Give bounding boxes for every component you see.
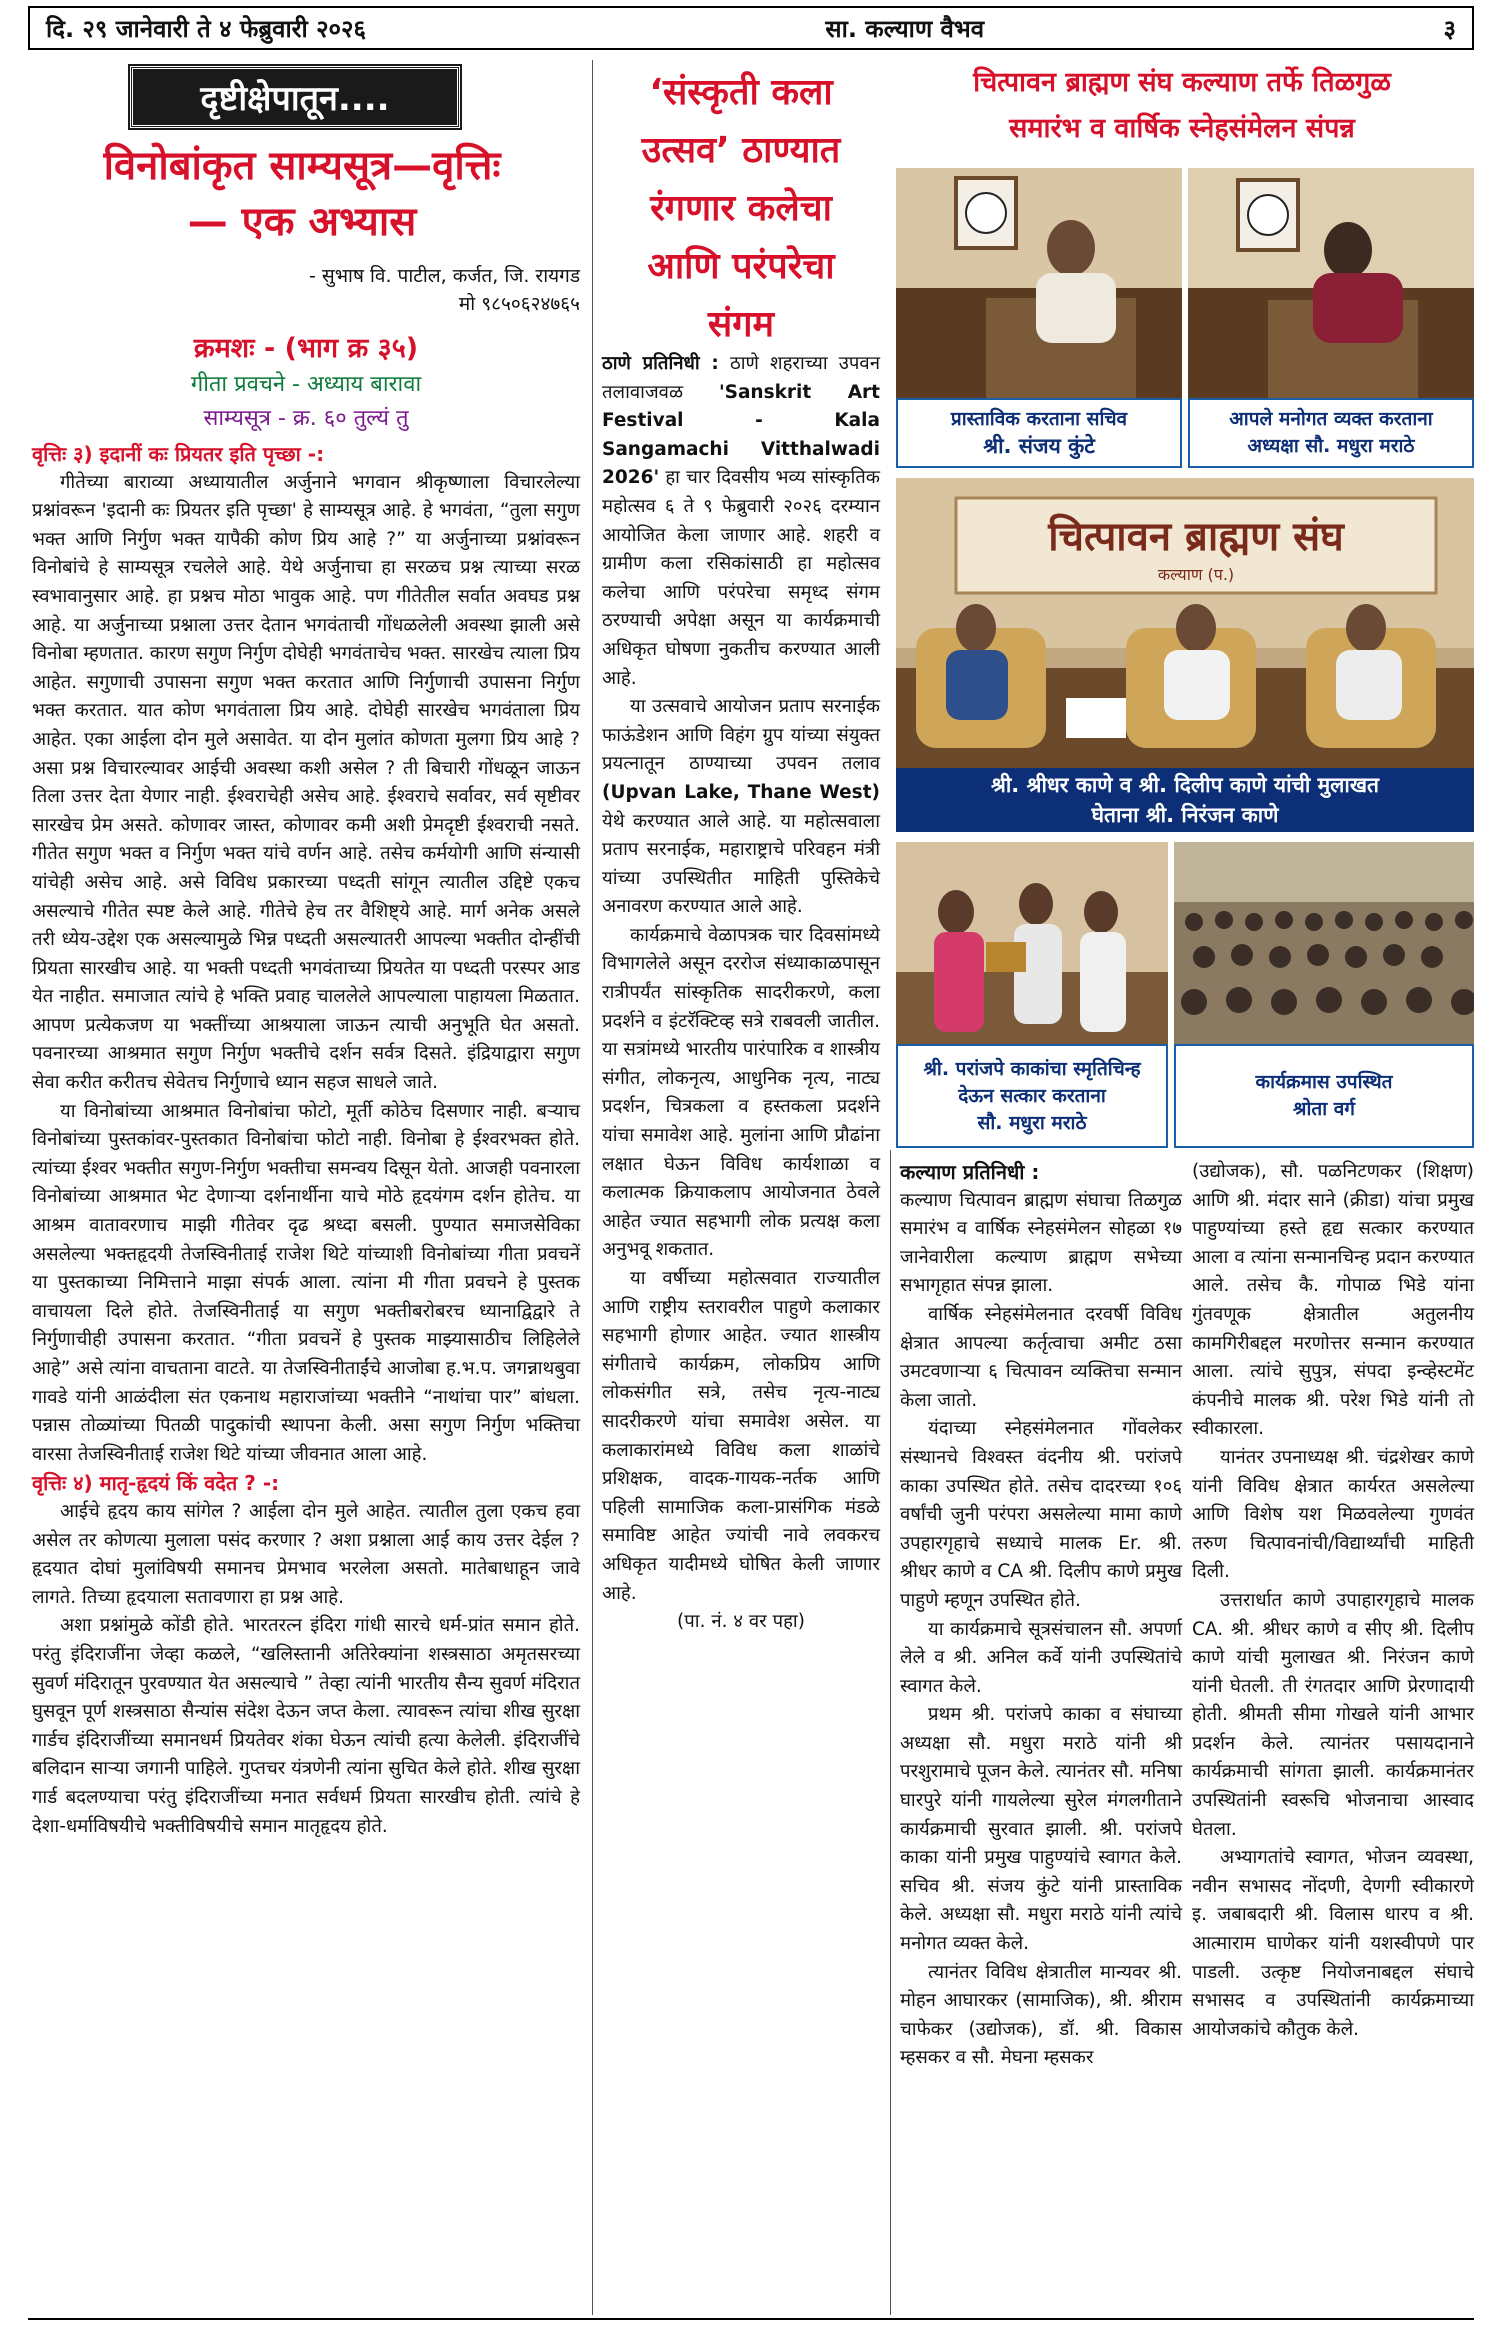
title-line: रंगणार कलेचा bbox=[650, 188, 832, 229]
caption-line: सौ. मधुरा मराठे bbox=[977, 1111, 1087, 1134]
newspaper-name: सा. कल्याण वैभव bbox=[825, 14, 985, 43]
photo-caption bbox=[1188, 398, 1474, 468]
photo-audience bbox=[1174, 842, 1474, 1044]
subheading: वृत्तिः ४) मातृ-हृदयं किं वदेत ? -: bbox=[32, 1471, 280, 1496]
page-number: ३ bbox=[1443, 14, 1456, 43]
caption-line: श्रोता वर्ग bbox=[1293, 1098, 1355, 1120]
title-line: आणि परंपरेचा bbox=[647, 246, 835, 287]
paragraph: कार्यक्रमाचे वेळापत्रक चार दिवसांमध्ये विभागलेले असून दररोज संध्याकाळपासून रात्रीपर्यंत सांस्कृतिक सादरीकरणे, कला प्रदर्शने व इंटरॅक्टिव्ह सत्रे राबवली जातील. या सत्रांमध्ये भारतीय पारंपारिक व शास्त्रीय संगीत, लोकनृत्य, आधुनिक नृत्य, नाट्य प्रदर्शन, चित्रकला व हस्तकला प्रदर्शने यांचा समावेश आहे. मुलांना आणि प्रौढांना लक्षात घेऊन विविध कार्यशाळा व कलात्मक क्रियाकलाप आयोजनात ठेवले आहेत ज्यात सहभागी लोक प्रत्यक्ष कला अनुभवू शकतात. bbox=[602, 924, 880, 1261]
title-line: ‘संस्कृती कला bbox=[649, 72, 833, 113]
paragraph: उत्तरार्धात काणे उपाहारगृहाचे मालक CA. श्री. श्रीधर काणे व सीए श्री. दिलीप काणे यांची मुलाखत श्री. निरंजन काणे यांनी घेतली. ती रंगतदार आणि प्रेरणादायी होती. श्रीमती सीमा गोखले यांनी आभार प्रदर्शन केले. त्यानंतर पसायदानाने कार्यक्रमाची सांगता झाली. कार्यक्रमानंतर उपस्थितांनी स्वरूचि भोजनाचा आस्वाद घेतला. bbox=[1192, 1589, 1474, 1840]
article-title bbox=[32, 138, 572, 250]
photo-speaker-secretary bbox=[896, 168, 1182, 398]
festival-name: 'Sanskrit Art Festival - Kala Sangamachi Vitthalwadi 2026' bbox=[602, 381, 880, 489]
paragraph: (उद्योजक), सौ. पळनिटणकर (शिक्षण) आणि श्री. मंदार साने (क्रीडा) यांचा प्रमुख पाहुण्यांच्या हस्ते हृद्य सत्कार करण्यात आला व त्यांना सन्मानचिन्ह प्रदान करण्यात आले. तसेच कै. गोपाळ भिडे यांना गुंतवणूक क्षेत्रातील अतुलनीय कामगिरीबद्दल मरणोत्तर सन्मान करण्यात आला. त्यांचे सुपुत्र, संपदा इन्व्हेस्टमेंट कंपनीचे मालक श्री. परेश भिडे यांनी तो स्वीकारला. bbox=[1192, 1161, 1474, 1440]
photo-illustration bbox=[896, 842, 1168, 1044]
caption-line: देऊन सत्कार करताना bbox=[958, 1084, 1106, 1107]
article-title-line: — एक अभ्यास bbox=[187, 199, 417, 245]
caption-line: श्री. संजय कुंटे bbox=[983, 434, 1095, 458]
paragraph: अशा प्रश्नांमुळे कोंडी होते. भारतरत्न इंदिरा गांधी सारचे धर्म-प्रांत समान होते. परंतु इंदिराजींना जेव्हा कळले, “खलिस्तानी अतिरेक्यांना शस्त्रसाठा अमृतसरच्या सुवर्ण मंदिरातून पुरवण्यात येत असल्याचे ” तेव्हा त्यांनी भारतीय सैन्य सुवर्ण मंदिरात घुसवून पूर्ण शस्त्रसाठा सैन्यांस संदेश देऊन जप्त केला. त्यावरून त्यांचा शीख सुरक्षा गार्डच इंदिराजींच्या समानधर्म प्रियतेवर शंका घेऊन त्यांची हत्या केलेली. इंदिराजींचे बलिदान साऱ्या जगानी पाहिले. गुप्तचर यंत्रणेनी त्यांना सुचित केले होते. शीख सुरक्षा गार्ड बदलण्याचा परंतु इंदिराजींच्या मनात सर्वधर्म प्रियता सारखीच होती. त्यांचे हे देशा-धर्माविषयीचे भक्तीविषयीचे समान मातृहृदय होते. bbox=[32, 1615, 580, 1837]
byline bbox=[32, 262, 580, 318]
photo-illustration bbox=[1174, 842, 1474, 1044]
paragraph: कल्याण चित्पावन ब्राह्मण संघाचा तिळगुळ समारंभ व वार्षिक स्नेहसंमेलन सोहळा १७ जानेवारीला कल्याण ब्राह्मण सभेच्या सभागृहात संपन्न झाला. bbox=[900, 1189, 1182, 1297]
series-info bbox=[32, 330, 580, 436]
paragraph-text: ठाणे शहराच्या उपवन तलावाजवळ bbox=[602, 353, 880, 403]
issue-date: दि. २९ जानेवारी ते ४ फेब्रुवारी २०२६ bbox=[46, 14, 366, 43]
author: - सुभाष वि. पाटील, कर्जत, जि. रायगड bbox=[308, 265, 580, 287]
sutra-label: साम्यसूत्र - क्र. ६० तुल्यं तु bbox=[203, 406, 409, 431]
dateline: ठाणे प्रतिनिधी : bbox=[602, 353, 719, 374]
title-line: उत्सव’ ठाण्यात bbox=[641, 130, 841, 171]
paragraph-text: हा चार दिवसीय भव्य सांस्कृतिक महोत्सव ६ ते ९ फेब्रुवारी २०२६ दरम्यान आयोजित केला जाणार आहे. शहरी व ग्रामीण कला रसिकांसाठी हा महोत्सव कलेचा आणि परंपरेचा समृध्द संगम ठरण्याची अपेक्षा असून या कार्यक्रमाची अधिकृत घोषणा नुकतीच करण्यात आली आहे. bbox=[602, 467, 881, 689]
paragraph: या कार्यक्रमाचे सूत्रसंचालन सौ. अपर्णा लेले व श्री. अनिल कर्वे यांनी उपस्थितांचे स्वागत केले. bbox=[900, 1618, 1182, 1697]
paragraph-text: या उत्सवाचे आयोजन प्रताप सरनाईक फाऊंडेशन आणि विहंग ग्रुप यांच्या संयुक्त प्रयत्नातून ठाण्याच्या उपवन तलाव bbox=[602, 696, 880, 775]
banner-text: चित्पावन ब्राह्मण संघ bbox=[1048, 514, 1344, 560]
photo-felicitation bbox=[896, 842, 1168, 1044]
paragraph: यानंतर उपनाध्यक्ष श्री. चंद्रशेखर काणे यांनी विविध क्षेत्रात कार्यरत असलेल्या आणि विशेष यश मिळवलेल्या गुणवंत तरुण चित्पावनांची/विद्यार्थ्यांची माहिती दिली. bbox=[1192, 1446, 1474, 1583]
photo-illustration bbox=[896, 478, 1474, 768]
caption-line: श्री. परांजपे काकांचा स्मृतिचिन्ह bbox=[923, 1057, 1141, 1080]
caption-line: आपले मनोगत व्यक्त करताना bbox=[1229, 408, 1433, 430]
section-banner: दृष्टीक्षेपातून.... bbox=[130, 66, 460, 128]
paragraph-text: येथे करण्यात आले आहे. या महोत्सवाला प्रताप सरनाईक, महाराष्ट्राचे परिवहन मंत्री यांच्या उपस्थितीत माहिती पुस्तिकेचे अनावरण करण्यात आले आहे. bbox=[602, 810, 880, 918]
author-phone: मो ९८५०६२४७६५ bbox=[458, 293, 580, 315]
left-article-body bbox=[32, 440, 580, 1841]
title-line: चित्पावन ब्राह्मण संघ कल्याण तर्फे तिळगुळ bbox=[973, 67, 1391, 98]
dateline: कल्याण प्रतिनिधी : bbox=[900, 1160, 1040, 1184]
paragraph bbox=[602, 693, 880, 922]
chapter-label: गीता प्रवचने - अध्याय बारावा bbox=[190, 372, 422, 397]
photo-caption bbox=[896, 768, 1474, 832]
photo-caption bbox=[896, 398, 1182, 468]
paragraph: आईचे हृदय काय सांगेल ? आईला दोन मुले आहेत. त्यातील तुला एकच हवा असेल तर कोणत्या मुलाला पसंद करणार ? अशा प्रश्नाला आई काय उत्तर देईल ? हृदयात दोघां मुलांविषयी समानच प्रेमभाव भरलेला असतो. मातेबाधाहून जावे लागते. तिच्या हृदयाला सतावणारा हा प्रश्न आहे. bbox=[32, 1500, 580, 1608]
article-title-line: विनोबांकृत साम्यसूत्र—वृत्तिः bbox=[103, 143, 501, 189]
middle-article-body bbox=[602, 350, 880, 1637]
column-divider bbox=[592, 60, 593, 2315]
caption-line: प्रास्ताविक करताना सचिव bbox=[950, 408, 1128, 430]
photo-caption bbox=[896, 1044, 1168, 1148]
paragraph: वार्षिक स्नेहसंमेलनात दरवर्षी विविध क्षेत्रात आपल्या कर्तृत्वाचा अमीट ठसा उमटवणाऱ्या ६ चित्पावन व्यक्तिचा सन्मान केला जातो. bbox=[900, 1303, 1182, 1411]
caption-line: घेताना श्री. निरंजन काणे bbox=[1091, 803, 1279, 827]
middle-article-title bbox=[600, 64, 882, 354]
paragraph: अभ्यागतांचे स्वागत, भोजन व्यवस्था, नवीन सभासद नोंदणी, देणगी स्वीकारणे इ. जबाबदारी श्री. विलास धारप व श्री. आत्माराम घाणेकर यांनी यशस्वीपणे पार पाडली. उत्कृष्ट नियोजनाबद्दल संघाचे सभासद व उपस्थितांनी कार्यक्रमाच्या आयोजकांचे कौतुक केले. bbox=[1192, 1847, 1474, 2040]
right-article-title bbox=[890, 60, 1474, 152]
paragraph bbox=[602, 350, 880, 693]
paragraph: या विनोबांच्या आश्रमात विनोबांचा फोटो, मूर्ती कोठेच दिसणार नाही. बऱ्याच विनोबांच्या पुस्तकांवर-पुस्तकात विनोबांचा फोटो नाही. विनोबा हे ईश्वरभक्त होते. त्यांच्या ईश्वर भक्तीत सगुण-निर्गुण भक्तीचा समन्वय दिसून येतो. आजही पवनारला विनोबांच्या आश्रमात भेट देणाऱ्या दर्शनार्थीना याचे मोठे हृदयंगम दर्शन होतेच. या आश्रम वातावरणाच माझी गीतेवर दृढ श्रध्दा बसली. पुण्यात समाजसेविका असलेल्या भक्तहृदयी तेजस्विनीताई राजेश थिटे यांच्याशी विनोबांच्या गीता प्रवचनें या पुस्तकाच्या निमित्ताने माझा संपर्क आला. त्यांना मी गीता प्रवचने हे पुस्तक वाचायला दिले होते. तेजस्विनीताई या सगुण भक्तीबरोबरच ध्यानाद्विद्वारे ते निर्गुणाचीही उपासना करतात. “गीता प्रवचनें हे पुस्तक माझ्यासाठीच लिहिलेले आहे” असे त्यांना वाचताना वाटते. या तेजस्विनीताईंचे आजोबा ह.भ.प. जगन्नाथबुवा गावडे यांनी आळंदीला संत एकनाथ महाराजांच्या भक्तीने “नाथांचा पार” बांधला. पन्नास तोळ्यांच्या पितळी पादुकांची स्थापना केली. असा सगुण निर्गुण भक्तिचा वारसा तेजस्विनीताई राजेश थिटे यांच्या जीवनात आला आहे. bbox=[32, 1100, 580, 1465]
caption-line: अध्यक्षा सौ. मधुरा मराठे bbox=[1247, 435, 1415, 457]
photo-illustration bbox=[896, 168, 1182, 398]
paragraph: या वर्षीच्या महोत्सवात राज्यातील आणि राष्ट्रीय स्तरावरील पाहुणे कलाकार सहभागी होणार आहेत. ज्यात शास्त्रीय संगीताचे कार्यक्रम, लोकप्रिय आणि लोकसंगीत सत्रे, तसेच नृत्य-नाट्य सादरीकरणे यांचा समावेश असेल. या कलाकारांमध्ये विविध कला शाळांचे प्रशिक्षक, वादक-गायक-नर्तक आणि पहिली सामाजिक कला-प्रासंगिक मंडळे समाविष्ट आहेत ज्यांची नावे लवकरच अधिकृत यादीमध्ये घोषित केली जाणार आहे. bbox=[602, 1268, 880, 1604]
page-header bbox=[28, 6, 1474, 50]
subheading: वृत्तिः ३) इदानीं कः प्रियतर इति पृच्छा -: bbox=[32, 442, 325, 466]
photo-speaker-president bbox=[1188, 168, 1474, 398]
column-divider bbox=[890, 1150, 891, 2315]
paragraph: यंदाच्या स्नेहसंमेलनात गोंवलेकर संस्थानचे विश्वस्त वंदनीय श्री. परांजपे काका उपस्थित होते. तसेच दादरच्या १०६ वर्षांची जुनी परंपरा असलेल्या मामा काणे उपहारगृहाचे सध्याचे मालक Er. श्री. श्रीधर काणे व CA श्री. दिलीप काणे प्रमुख पाहुणे म्हणून उपस्थित होते. bbox=[900, 1418, 1182, 1611]
paragraph: गीतेच्या बाराव्या अध्यायातील अर्जुनाने भगवान श्रीकृष्णाला विचारलेल्या प्रश्नांवरून 'इदानी कः प्रियतर इति पृच्छा' हे साम्यसूत्र आहे. हे भगवंता, “तुला सगुण भक्त आणि निर्गुण भक्त यापैकी कोण प्रिय आहे ?” या अर्जुनाच्या प्रश्नांवरून विनोबांचे हे साम्यसूत्र रचलेले आहे. येथे अर्जुनाचा हा सरळच प्रश्न त्याच्या सरळ स्वभावानुसार आहे. हा प्रश्नच मोठा भावुक आहे. पण गीतेतील सर्वात अवघड प्रश्न आहे. या अर्जुनाच्या प्रश्नाला उत्तर देतान भगवंताची गोंधळलेली अवस्था झाली असे विनोबा म्हणतात. कारण सगुण निर्गुण दोघेही भगवंताचेच भक्त. सारखेच त्याला प्रिय आहेत. सगुणाची उपासना सगुण भक्त करतात आणि निर्गुणाची उपासना निर्गुण भक्त करतात. यात कोण भगवंताला प्रिय आहे. दोघेही सारखेच भगवंताला प्रिय आहेत. एका आईला दोन मुले असावेत. या दोन मुलांत कोणता मुलगा प्रिय आहे ? असा प्रश्न विचारल्यावर आईची अवस्था कशी असेल ? ती बिचारी गोंधळून जाऊन तिला उत्तर देता येणार नाही. ईश्वराचेही असेच आहे. ईश्वराचे सर्वावर, सर्व सृष्टीवर सारखेच प्रेम असते. कोणावर जास्त, कोणावर कमी अशी प्रेमदृष्टी ईश्वराची नसते. गीतेत सगुण भक्त व निर्गुण भक्त यांचे वर्णन आहे. तसेच कर्मयोगी आणि संन्यासी यांचेही असेच आहे. असे विविध प्रकारच्या पध्दती सांगून त्यातील उद्दिष्टे एकच असल्याचे गीतेत स्पष्ट केले आहे. गीतेचे हेच तर वैशिष्ट्ये आहे. मार्ग अनेक असले तरी ध्येय-उद्देश एक असल्यामुळे भिन्न पध्दती असल्यातरी आपल्या भक्तीत दोन्हींची प्रियता सारखीच आहे. या भक्ती पध्दती भगवंताच्या प्रियतेत या पध्दती परस्पर आड येत नाहीत. समाजात त्यांचे हे भक्ति प्रवाह चाललेले आपल्याला पाहायला मिळतात. आपण प्रत्येकजण या भक्तींच्या आश्रयाला जाऊन त्याची अनुभूति घेत असतो. पवनारच्या आश्रमात सगुण निर्गुण भक्तीचे दर्शन सर्वत्र दिसते. इंद्रियाद्वारा सगुण सेवा करीत करीतच सेवेतच निर्गुणाचे ध्यान सहज साधले जाते. bbox=[32, 471, 580, 1094]
caption-line: श्री. श्रीधर काणे व श्री. दिलीप काणे यांची मुलाखत bbox=[990, 773, 1379, 797]
paragraph: प्रथम श्री. परांजपे काका व संघाच्या अध्यक्षा सौ. मधुरा मराठे यांनी श्री परशुरामाचे पूजन केले. त्यानंतर सौ. मनिषा घारपुरे यांनी गायलेल्या सुरेल मंगलगीताने कार्यक्रमाची सुरवात झाली. श्री. परांजपे काका यांनी प्रमुख पाहुण्यांचे स्वागत केले. सचिव श्री. संजय कुंटे यांनी प्रास्ताविक केले. अध्यक्षा सौ. मधुरा मराठे यांनी त्यांचे मनोगत व्यक्त केले. bbox=[900, 1704, 1182, 1955]
venue: (Upvan Lake, Thane West) bbox=[602, 781, 880, 803]
bottom-rule bbox=[28, 2318, 1474, 2320]
right-article-col2 bbox=[1192, 1158, 1474, 2044]
series-label: क्रमशः - (भाग क्र ३५) bbox=[193, 333, 419, 364]
caption-line: कार्यक्रमास उपस्थित bbox=[1255, 1071, 1393, 1093]
paragraph: त्यानंतर विविध क्षेत्रातील मान्यवर श्री. मोहन आघारकर (सामाजिक), श्री. श्रीराम चाफेकर (उद्योजक), डॉ. श्री. विकास म्हसकर व सौ. मेघना म्हसकर bbox=[900, 1961, 1182, 2069]
title-line: संगम bbox=[707, 304, 775, 345]
photo-caption bbox=[1174, 1044, 1474, 1148]
title-line: समारंभ व वार्षिक स्नेहसंमेलन संपन्न bbox=[1009, 113, 1355, 144]
photo-interview bbox=[896, 478, 1474, 768]
photo-illustration bbox=[1188, 168, 1474, 398]
banner-subtext: कल्याण (प.) bbox=[1157, 565, 1235, 584]
continued-note: (पा. नं. ४ वर पहा) bbox=[677, 1611, 805, 1633]
right-article-col1 bbox=[900, 1158, 1182, 2073]
